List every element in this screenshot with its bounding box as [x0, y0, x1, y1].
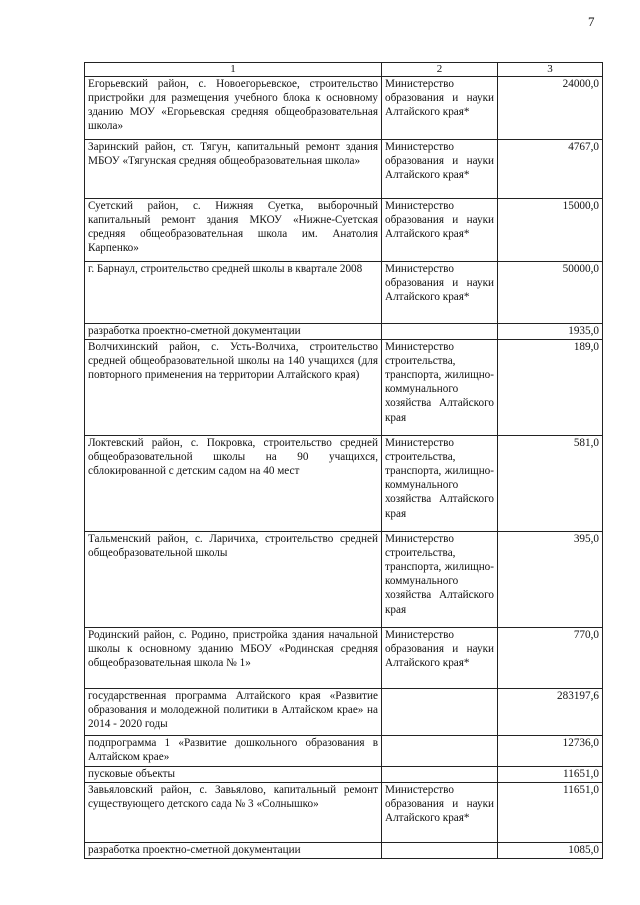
responsible-body	[382, 689, 498, 736]
responsible-body	[382, 843, 498, 859]
amount-value: 11651,0	[498, 783, 603, 843]
table-row	[85, 77, 603, 140]
column-header: 1	[85, 63, 382, 77]
amount-value: 581,0	[498, 436, 603, 532]
responsible-body: Министерство образования и науки Алтайского края*	[382, 262, 498, 324]
responsible-body	[382, 736, 498, 767]
table-row	[85, 783, 603, 843]
column-header: 3	[498, 63, 603, 77]
table-row	[85, 140, 603, 199]
table-row	[85, 324, 603, 340]
table-row	[85, 843, 603, 859]
amount-value: 1085,0	[498, 843, 603, 859]
amount-value: 15000,0	[498, 199, 603, 262]
object-description: подпрограмма 1 «Развитие дошкольного образования в Алтайском крае»	[85, 736, 382, 767]
amount-value: 24000,0	[498, 77, 603, 140]
page-number: 7	[588, 14, 595, 29]
table-row	[85, 532, 603, 628]
object-description: разработка проектно-сметной документации	[85, 324, 382, 340]
object-description: государственная программа Алтайского края «Развитие образования и молодежной политики в Алтайском крае» на 2014 - 2020 годы	[85, 689, 382, 736]
object-description: разработка проектно-сметной документации	[85, 843, 382, 859]
responsible-body: Министерство строительства, транспорта, жилищно-коммунального хозяйства Алтайского края	[382, 532, 498, 628]
table-row	[85, 628, 603, 689]
amount-value: 12736,0	[498, 736, 603, 767]
table-row	[85, 736, 603, 767]
responsible-body: Министерство образования и науки Алтайского края*	[382, 77, 498, 140]
object-description: г. Барнаул, строительство средней школы в квартале 2008	[85, 262, 382, 324]
table-row	[85, 340, 603, 436]
object-description: Суетский район, с. Нижняя Суетка, выборочный капитальный ремонт здания МКОУ «Нижне-Суетская средняя общеобразовательная школа им. Анатолия Карпенко»	[85, 199, 382, 262]
amount-value: 283197,6	[498, 689, 603, 736]
responsible-body: Министерство образования и науки Алтайского края*	[382, 783, 498, 843]
amount-value: 1935,0	[498, 324, 603, 340]
responsible-body: Министерство строительства, транспорта, жилищно-коммунального хозяйства Алтайского края	[382, 340, 498, 436]
amount-value: 50000,0	[498, 262, 603, 324]
responsible-body: Министерство строительства, транспорта, жилищно-коммунального хозяйства Алтайского края	[382, 436, 498, 532]
object-description: Родинский район, с. Родино, пристройка здания начальной школы к основному зданию МБОУ «Родинская средняя общеобразовательная школа № 1»	[85, 628, 382, 689]
object-description: Волчихинский район, с. Усть-Волчиха, строительство средней общеобразовательной школы на 140 учащихся (для повторного применения на территории Алтайского края)	[85, 340, 382, 436]
amount-value: 395,0	[498, 532, 603, 628]
object-description: Егорьевский район, с. Новоегорьевское, строительство пристройки для размещения учебного блока к основному зданию МОУ «Егорьевская средняя общеобразовательная школа»	[85, 77, 382, 140]
object-description: пусковые объекты	[85, 767, 382, 783]
table-row	[85, 767, 603, 783]
responsible-body	[382, 767, 498, 783]
amount-value: 770,0	[498, 628, 603, 689]
budget-table	[84, 62, 603, 859]
object-description: Заринский район, ст. Тягун, капитальный ремонт здания МБОУ «Тягунская средняя общеобразовательная школа»	[85, 140, 382, 199]
responsible-body: Министерство образования и науки Алтайского края*	[382, 199, 498, 262]
table-header-row	[85, 63, 603, 77]
amount-value: 4767,0	[498, 140, 603, 199]
object-description: Тальменский район, с. Ларичиха, строительство средней общеобразовательной школы	[85, 532, 382, 628]
table-row	[85, 262, 603, 324]
responsible-body: Министерство образования и науки Алтайского края*	[382, 628, 498, 689]
responsible-body: Министерство образования и науки Алтайского края*	[382, 140, 498, 199]
table-row	[85, 436, 603, 532]
amount-value: 189,0	[498, 340, 603, 436]
amount-value: 11651,0	[498, 767, 603, 783]
responsible-body	[382, 324, 498, 340]
table-row	[85, 199, 603, 262]
table-row	[85, 689, 603, 736]
object-description: Завьяловский район, с. Завьялово, капитальный ремонт существующего детского сада № 3 «Солнышко»	[85, 783, 382, 843]
object-description: Локтевский район, с. Покровка, строительство средней общеобразовательной школы на 90 учащихся, сблокированной с детским садом на 40 мест	[85, 436, 382, 532]
column-header: 2	[382, 63, 498, 77]
